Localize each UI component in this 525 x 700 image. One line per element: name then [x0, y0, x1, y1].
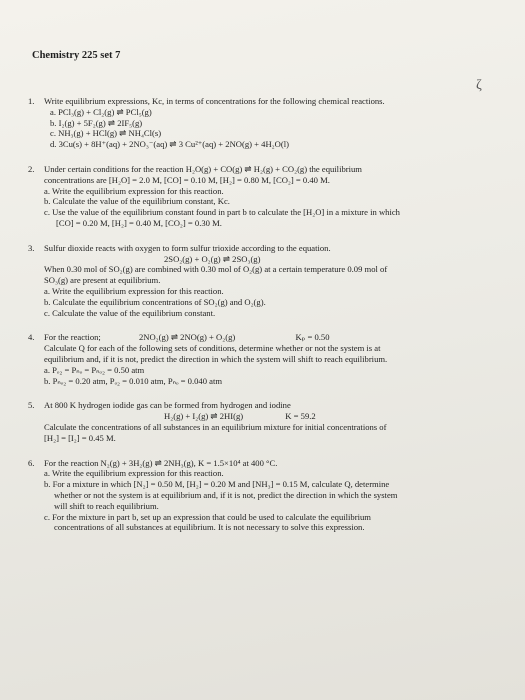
question-text: When 0.30 mol of SO₂(g) are combined with 0.30 mol of O₂(g) at a certain temperature 0.09 mol of [44, 264, 388, 275]
question-number: 3. [28, 242, 35, 253]
question-part: a. PCl₃(g) + Cl₂(g) ⇌ PCl₅(g) [50, 106, 152, 117]
question-3 [28, 243, 510, 319]
question-part: c. Use the value of the equilibrium constant found in part b to calculate the [H₂O] in a mixture in which [44, 207, 400, 218]
question-part: will shift to reach equilibrium. [54, 500, 159, 511]
reaction-equation: 2SO₂(g) + O₂(g) ⇌ 2SO₃(g) [164, 253, 261, 264]
question-stem: Write equilibrium expressions, Kс, in terms of concentrations for the following chemical reactions. [44, 96, 385, 106]
question-part: [CO] = 0.20 M, [H₂] = 0.40 M, [CO₂] = 0.30 M. [56, 217, 222, 228]
question-part: whether or not the system is at equilibrium and, if it is not, predict the direction in which the system [54, 489, 398, 500]
question-text: [H₂] = [I₂] = 0.45 M. [44, 432, 116, 443]
question-stem: Sulfur dioxide reacts with oxygen to form sulfur trioxide according to the equation. [44, 242, 331, 253]
question-1 [28, 96, 510, 150]
question-number: 6. [28, 457, 35, 468]
question-2 [28, 164, 510, 229]
question-number: 1. [28, 96, 35, 106]
page-title: Chemistry 225 set 7 [32, 50, 121, 61]
question-part: b. I₂(g) + 5F₂(g) ⇌ 2IF₅(g) [50, 117, 143, 128]
question-part: c. NH₃(g) + HCl(g) ⇌ NH₄Cl(s) [50, 128, 162, 139]
question-text: Calculate the concentrations of all substances in an equilibrium mixture for initial concentrations of [44, 421, 387, 432]
question-number: 4. [28, 332, 35, 343]
question-list [28, 96, 510, 542]
reaction-equation: 2NO₂(g) ⇌ 2NO(g) + O₂(g) [138, 332, 236, 343]
question-number: 2. [28, 163, 35, 174]
equilibrium-constant: K = 59.2 [285, 411, 316, 422]
question-number: 5. [28, 400, 35, 411]
question-stem: At 800 K hydrogen iodide gas can be formed from hydrogen and iodine [44, 400, 291, 411]
question-part: b. Calculate the equilibrium concentrations of SO₂(g) and O₂(g). [44, 296, 266, 307]
question-text: Calculate Q for each of the following sets of conditions, determine whether or not the system is at [44, 343, 381, 354]
question-part: a. Write the equilibrium expression for this reaction. [44, 185, 224, 196]
question-part: c. Calculate the value of the equilibrium constant. [44, 307, 216, 318]
equilibrium-constant: Kₚ = 0.50 [295, 332, 330, 343]
question-part: d. 3Cu(s) + 8H⁺(aq) + 2NO₃⁻(aq) ⇌ 3 Cu²⁺(aq) + 2NO(g) + 4H₂O(l) [50, 139, 289, 150]
question-part: b. Calculate the value of the equilibrium constant, Kс. [44, 196, 230, 207]
pen-mark: ζ [476, 78, 482, 93]
question-5 [28, 400, 510, 443]
question-part: concentrations of all substances at equilibrium. It is not necessary to solve this expression. [54, 522, 365, 533]
question-part: a. Pₒ₂ = Pₙₒ = Pₙₒ₂ = 0.50 atm [44, 364, 145, 375]
question-part: b. Pₙₒ₂ = 0.20 atm, Pₒ₂ = 0.010 atm, Pₙₒ = 0.040 atm [44, 375, 223, 386]
question-lead: For the reaction; [44, 332, 101, 343]
question-4 [28, 332, 510, 386]
question-part: a. Write the equilibrium expression for this reaction. [44, 468, 224, 479]
question-6 [28, 458, 510, 534]
question-stem: For the reaction N₂(g) + 3H₂(g) ⇌ 2NH₃(g), K = 1.5×10⁴ at 400 °C. [44, 457, 278, 468]
question-text: equilibrium and, if it is not, predict the direction in which the system will shift to reach equilibrium. [44, 353, 388, 364]
question-text: SO₃(g) are present at equilibrium. [44, 275, 161, 286]
question-part: b. For a mixture in which [N₂] = 0.50 M, [H₂] = 0.20 M and [NH₃] = 0.15 M, calculate Q, determine [44, 479, 390, 490]
question-stem: Under certain conditions for the reaction H₂O(g) + CO(g) ⇌ H₂(g) + CO₂(g) the equilibrium [44, 163, 362, 174]
question-part: c. For the mixture in part b, set up an expression that could be used to calculate the equilibrium [44, 511, 371, 522]
question-part: a. Write the equilibrium expression for this reaction. [44, 285, 224, 296]
reaction-equation: H₂(g) + I₂(g) ⇌ 2HI(g) [164, 411, 244, 422]
question-stem: concentrations are [H₂O] = 2.0 M, [CO] = 0.10 M, [H₂] = 0.80 M, [CO₂] = 0.40 M. [44, 174, 330, 185]
